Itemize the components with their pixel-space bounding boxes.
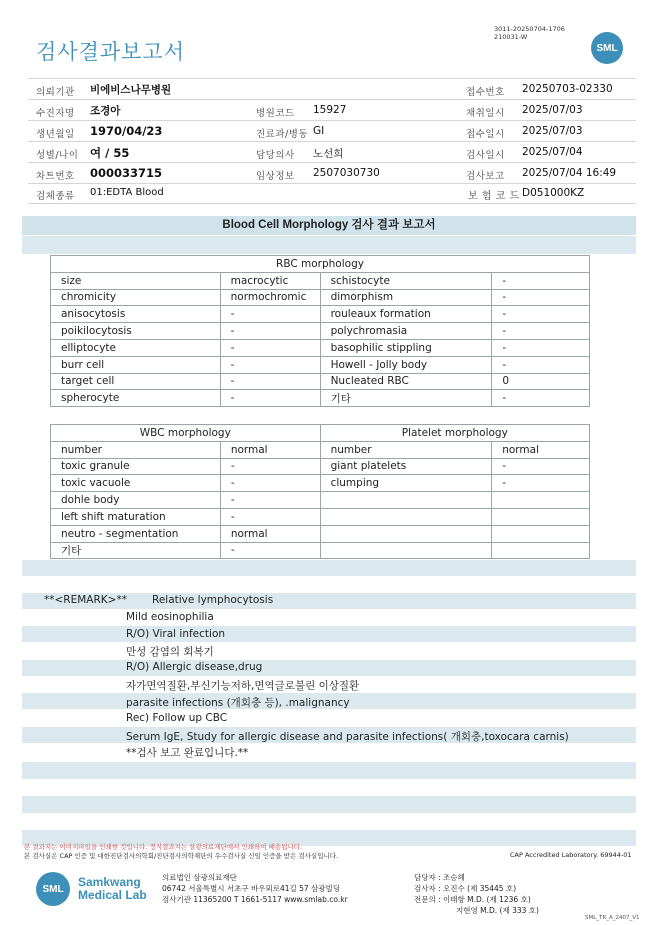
table-row — [51, 492, 590, 509]
table-cell: - — [492, 289, 590, 306]
report-value: 2025/07/04 16:49 — [522, 167, 617, 179]
receive-value: 2025/07/03 — [522, 125, 583, 137]
table-cell: - — [220, 475, 320, 492]
hosp-code-value: 15927 — [313, 104, 347, 116]
table-cell: target cell — [51, 373, 221, 390]
specimen-label: 검체종류 — [36, 191, 75, 202]
shaded-band — [22, 796, 636, 813]
table-cell: number — [320, 441, 492, 458]
remark-line: R/O) Viral infection — [126, 628, 226, 640]
wbc-morphology-header: WBC morphology — [51, 425, 321, 442]
table-cell: schistocyte — [320, 272, 492, 289]
table-cell — [320, 508, 492, 525]
remark-line: 만성 감염의 회복기 — [126, 646, 214, 658]
collect-label: 채취일시 — [466, 108, 505, 119]
table-cell: normochromic — [220, 289, 320, 306]
table-cell: anisocytosis — [51, 306, 221, 323]
table-cell: 기타 — [320, 390, 492, 407]
table-cell: normal — [220, 441, 320, 458]
table-cell: number — [51, 441, 221, 458]
sml-logo-icon: SML — [36, 872, 70, 906]
table-row — [51, 373, 590, 390]
staff-line: 전문의 : 이태항 M.D. (제 1236 호) — [414, 895, 531, 904]
table-row — [51, 356, 590, 373]
table-row — [51, 525, 590, 542]
doctor-value: 노선희 — [313, 148, 344, 160]
table-cell: - — [220, 508, 320, 525]
table-cell — [320, 525, 492, 542]
table-cell: - — [220, 306, 320, 323]
shaded-band — [22, 236, 636, 254]
table-cell: poikilocytosis — [51, 323, 221, 340]
divider — [28, 99, 636, 100]
table-cell: clumping — [320, 475, 492, 492]
table-cell: Howell - Jolly body — [320, 356, 492, 373]
receipt-no-value: 20250703-02330 — [522, 83, 613, 95]
address-line: 의료법인 삼광의료재단 — [162, 873, 237, 882]
table-cell: normal — [220, 525, 320, 542]
document-code-line: 210031-W — [494, 32, 528, 41]
table-cell: burr cell — [51, 356, 221, 373]
table-cell: - — [492, 339, 590, 356]
table-cell: size — [51, 272, 221, 289]
table-cell: - — [492, 390, 590, 407]
table-row — [51, 289, 590, 306]
receipt-no-label: 접수번호 — [466, 87, 505, 98]
brand-line: Medical Lab — [78, 888, 147, 902]
rbc-morphology-header: RBC morphology — [51, 256, 590, 273]
table-cell — [320, 492, 492, 509]
address-line: 06742 서울특별시 서초구 바우뫼로41길 57 삼광빌딩 — [162, 884, 341, 893]
table-cell: - — [220, 492, 320, 509]
table-row — [51, 272, 590, 289]
table-cell: polychromasia — [320, 323, 492, 340]
table-cell — [492, 542, 590, 559]
insurance-value: D051000KZ — [522, 187, 585, 199]
table-row — [51, 458, 590, 475]
table-cell: neutro - segmentation — [51, 525, 221, 542]
shaded-band — [22, 626, 636, 642]
table-cell: Nucleated RBC — [320, 373, 492, 390]
address-line: 검사기관 11365200 T 1661-5117 www.smlab.co.kr — [162, 895, 348, 904]
table-cell: - — [220, 458, 320, 475]
table-cell: - — [220, 323, 320, 340]
table-header-row — [51, 425, 590, 442]
table-row — [51, 508, 590, 525]
table-cell: giant platelets — [320, 458, 492, 475]
remark-line: Relative lymphocytosis — [152, 594, 274, 606]
staff-line: 검사자 : 오진수 (제 35445 호) — [414, 884, 517, 893]
table-cell: - — [492, 475, 590, 492]
document-code-line: 3011-20250704-1706 — [494, 25, 565, 33]
lab-address — [162, 872, 348, 905]
table-cell — [492, 492, 590, 509]
table-cell: 기타 — [51, 542, 221, 559]
collect-value: 2025/07/03 — [522, 104, 583, 116]
shaded-band — [22, 762, 636, 779]
table-row — [51, 542, 590, 559]
table-cell: left shift maturation — [51, 508, 221, 525]
table-cell: - — [220, 373, 320, 390]
divider — [28, 120, 636, 121]
patient-value: 조경아 — [90, 105, 121, 117]
table-cell: - — [492, 272, 590, 289]
table-cell: - — [220, 542, 320, 559]
table-cell: 0 — [492, 373, 590, 390]
table-row — [51, 306, 590, 323]
specimen-value: 01:EDTA Blood — [90, 187, 164, 198]
table-cell: dohle body — [51, 492, 221, 509]
remark-line: Mild eosinophilia — [126, 611, 214, 623]
staff-list — [414, 872, 539, 916]
shaded-band — [22, 660, 636, 676]
wbc-platelet-morphology-table — [50, 424, 590, 559]
sml-logo-icon: SML — [591, 32, 623, 64]
table-cell: - — [220, 390, 320, 407]
remark-line: Serum IgE, Study for allergic disease and parasite infections( 개회충,toxocara carnis) — [126, 731, 569, 743]
staff-line: 지현영 M.D. (제 333 호) — [456, 906, 539, 915]
table-row — [51, 441, 590, 458]
clinical-value: 2507030730 — [313, 167, 380, 179]
table-row — [51, 390, 590, 407]
table-cell: - — [492, 356, 590, 373]
table-cell: chromicity — [51, 289, 221, 306]
report-title: Blood Cell Morphology 검사 결과 보고서 — [22, 216, 636, 235]
divider — [28, 141, 636, 142]
clinical-label: 임상정보 — [256, 171, 295, 182]
dob-value: 1970/04/23 — [90, 124, 163, 138]
hosp-code-label: 병원코드 — [256, 108, 295, 119]
table-header-row — [51, 256, 590, 273]
table-row — [51, 475, 590, 492]
insurance-label: 보 험 코 드 — [468, 191, 520, 202]
image-copy-notice: 본 결과지는 이미지파일을 인쇄한 것입니다. 정식결과지는 삼광의료재단에서 인쇄하여 배송됩니다. — [24, 843, 303, 851]
doctor-label: 담당의사 — [256, 150, 295, 161]
remark-line: R/O) Allergic disease,drug — [126, 661, 263, 673]
table-cell: spherocyte — [51, 390, 221, 407]
document-title: 검사결과보고서 — [36, 40, 186, 64]
sex-age-value: 여 / 55 — [90, 146, 130, 160]
table-cell: - — [492, 306, 590, 323]
table-row — [51, 339, 590, 356]
chart-label: 차트번호 — [36, 171, 75, 182]
remark-line: parasite infections (개회충 등), .malignancy — [126, 697, 350, 709]
table-cell: rouleaux formation — [320, 306, 492, 323]
table-row — [51, 323, 590, 340]
platelet-morphology-header: Platelet morphology — [320, 425, 589, 442]
table-cell: toxic granule — [51, 458, 221, 475]
table-cell: elliptocyte — [51, 339, 221, 356]
divider — [28, 162, 636, 163]
document-code — [494, 26, 565, 41]
table-cell — [492, 525, 590, 542]
remark-line: Rec) Follow up CBC — [126, 712, 228, 724]
patient-label: 수진자명 — [36, 108, 75, 119]
table-cell: macrocytic — [220, 272, 320, 289]
dept-value: GI — [313, 125, 325, 137]
dept-label: 진료과/병동 — [256, 129, 309, 140]
table-cell: dimorphism — [320, 289, 492, 306]
cap-accreditation: CAP Accredited Laboratory. 69944-01 — [510, 851, 632, 859]
exam-value: 2025/07/04 — [522, 146, 583, 158]
remark-line: 자가면역질환,부신기능저하,면역글로불린 이상질환 — [126, 680, 360, 692]
dob-label: 생년월일 — [36, 129, 75, 140]
table-cell: - — [492, 323, 590, 340]
staff-line: 담당자 : 조승혜 — [414, 873, 465, 882]
rbc-morphology-table — [50, 255, 590, 407]
chart-value: 000033715 — [90, 166, 163, 180]
brand-name — [78, 876, 147, 902]
table-cell — [320, 542, 492, 559]
table-cell — [492, 508, 590, 525]
divider — [28, 78, 636, 79]
accreditation-notice: 본 검사실은 CAP 인증 및 대한진단검사의학회/진단검사의학재단의 우수검사실 신임 인증을 받은 검사실입니다. — [24, 852, 339, 860]
table-cell: - — [220, 339, 320, 356]
hospital-value: 비에비스나무병원 — [90, 84, 172, 96]
divider — [28, 183, 636, 184]
exam-label: 검사일시 — [466, 150, 505, 161]
table-cell: normal — [492, 441, 590, 458]
report-label: 검사보고 — [466, 171, 505, 182]
table-cell: toxic vacuole — [51, 475, 221, 492]
sex-age-label: 성별/나이 — [36, 150, 79, 161]
table-cell: - — [492, 458, 590, 475]
hospital-label: 의뢰기관 — [36, 87, 75, 98]
remark-line: **검사 보고 완료입니다.** — [126, 747, 249, 759]
brand-line: Samkwang — [78, 875, 141, 889]
divider — [28, 203, 636, 204]
shaded-band — [22, 560, 636, 576]
form-code: SML_TR_A_2407_V1 — [585, 915, 640, 921]
receive-label: 접수일시 — [466, 129, 505, 140]
table-cell: - — [220, 356, 320, 373]
remark-label: **<REMARK>** — [44, 594, 127, 606]
table-cell: basophilic stippling — [320, 339, 492, 356]
